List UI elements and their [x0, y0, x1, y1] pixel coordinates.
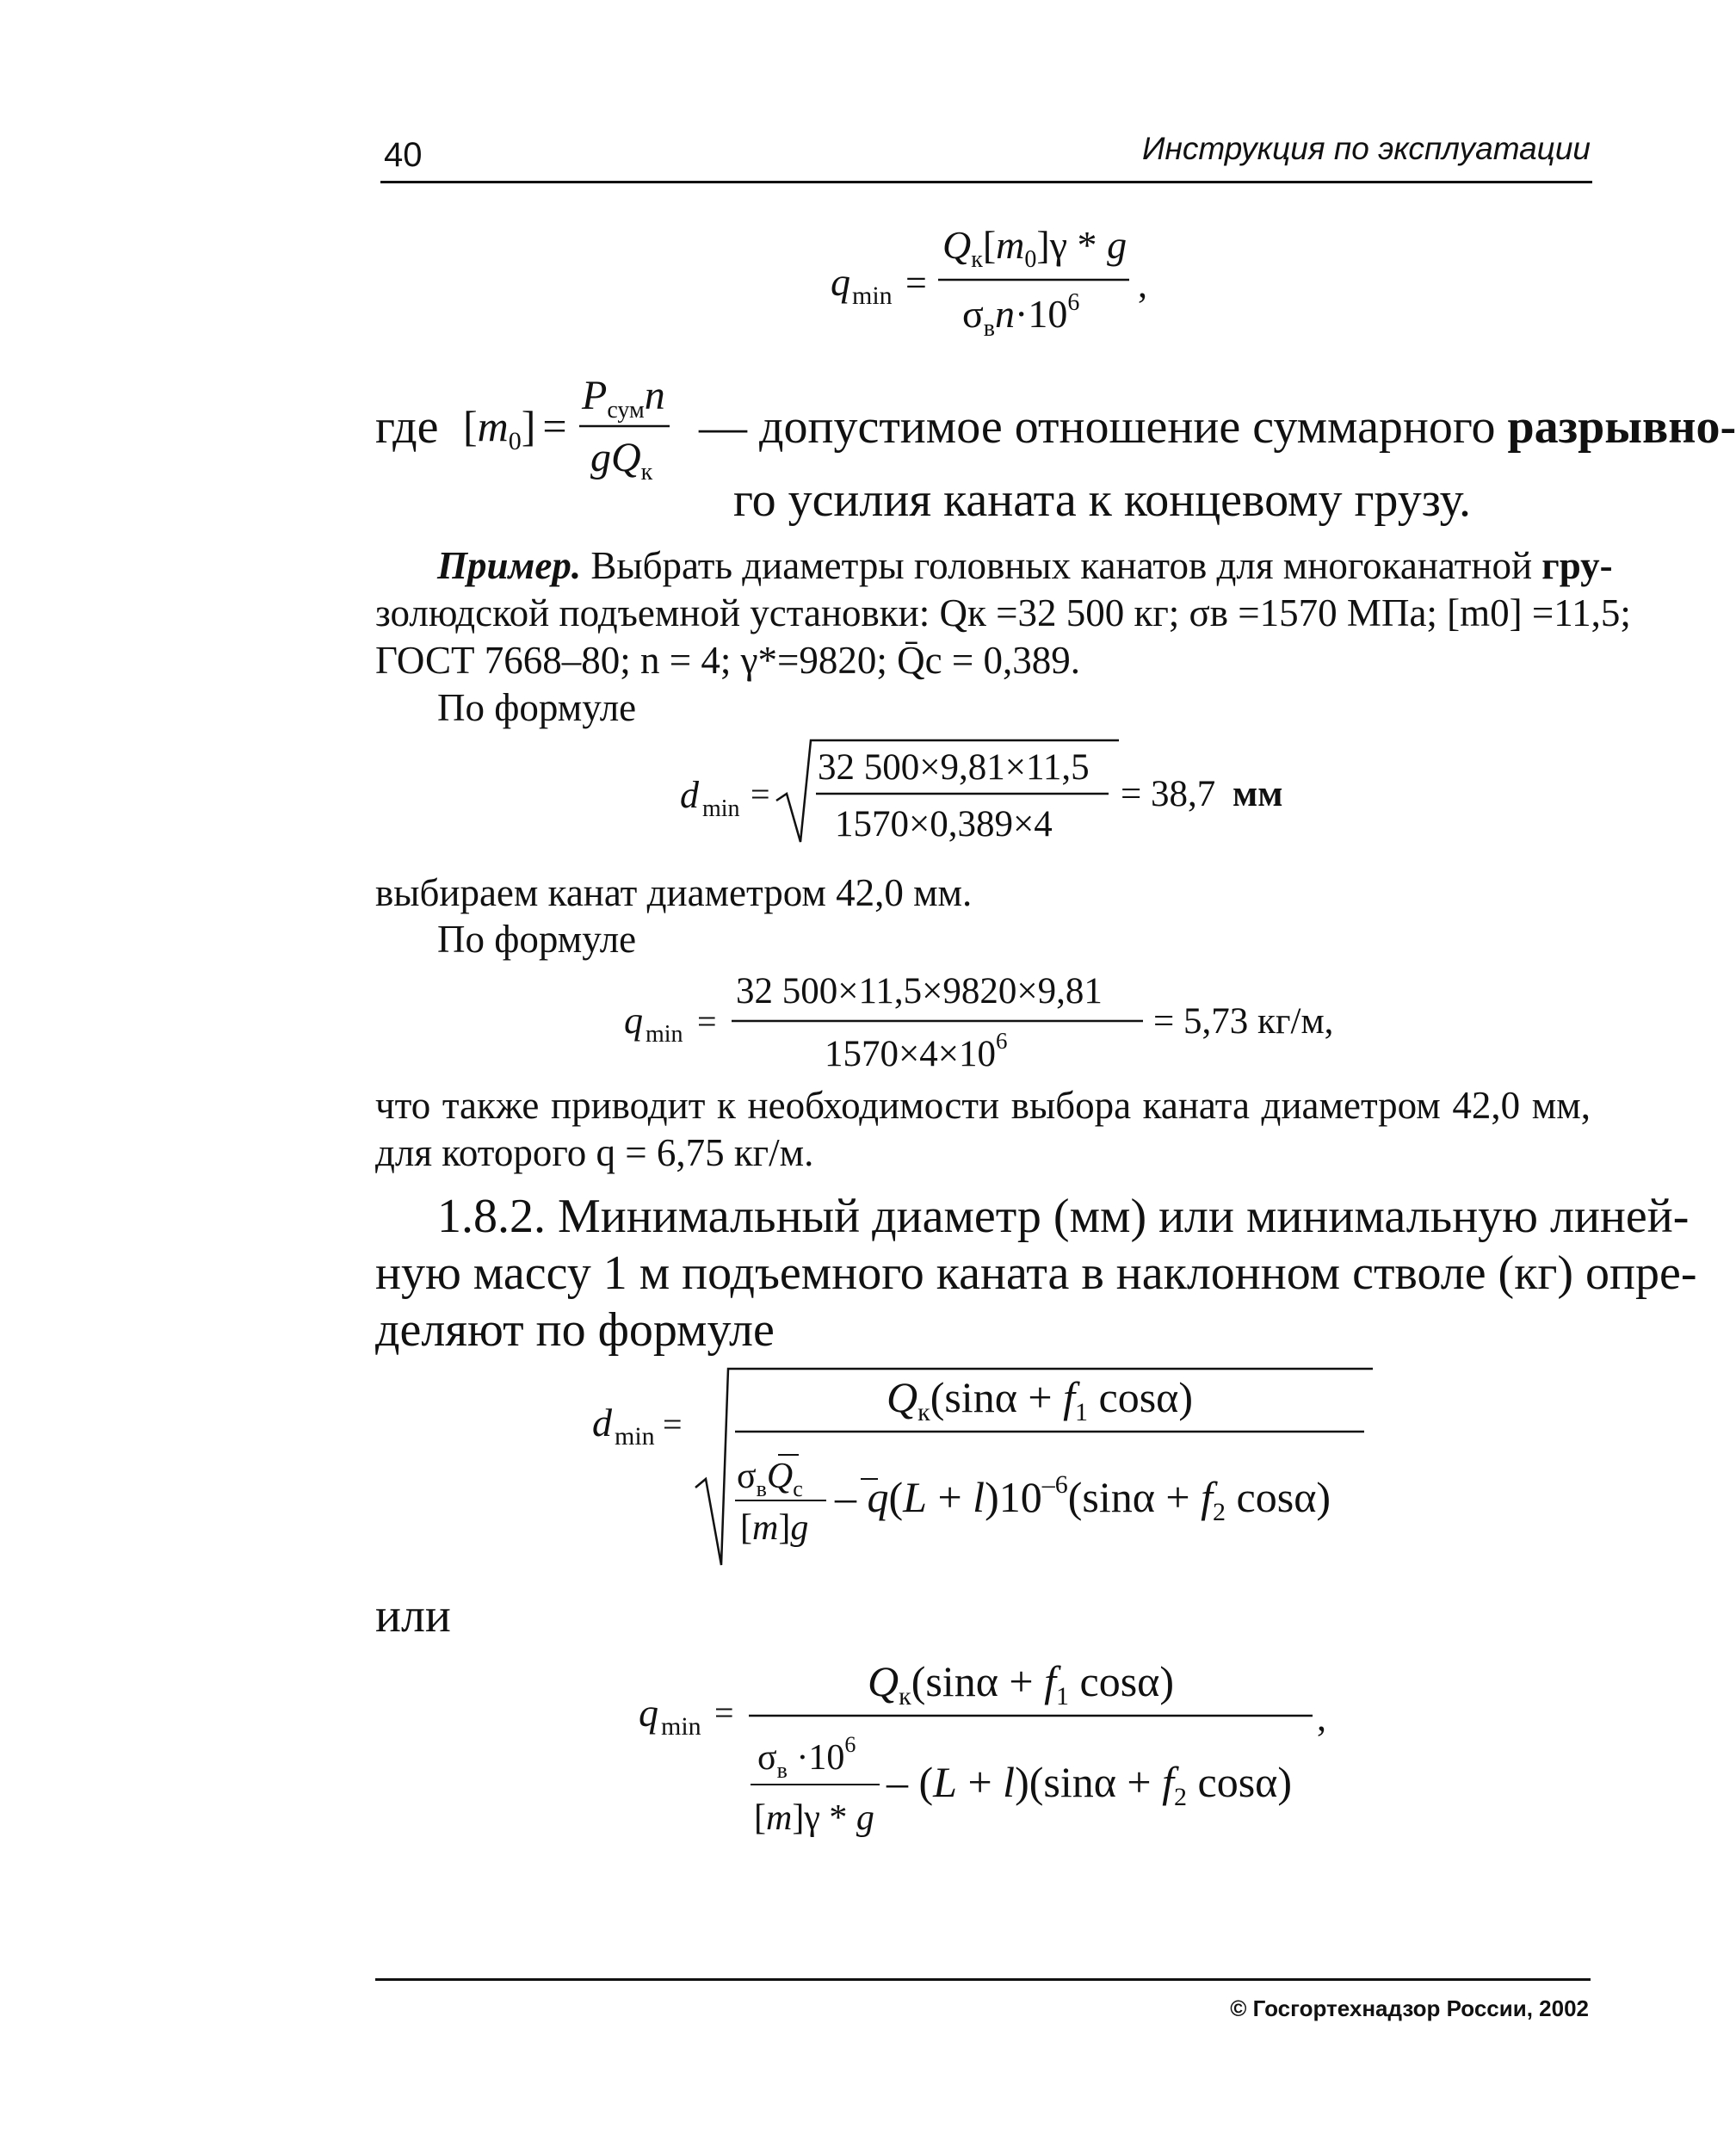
- header-rule: [380, 181, 1592, 183]
- svg-text:= 5,73 кг/м,: = 5,73 кг/м,: [1153, 1001, 1334, 1042]
- svg-text:q: q: [831, 260, 850, 304]
- svg-text:d: d: [592, 1401, 612, 1445]
- svg-text:=: =: [663, 1405, 683, 1444]
- section-line-2: ную массу 1 м подъемного каната в наклонном стволе (кг) опре-: [375, 1247, 1697, 1300]
- svg-text:Pсумn: $P_{сум}n$: [582, 373, 665, 424]
- definition-lead: где: [375, 400, 439, 454]
- svg-text:[m]γ * g: [m]γ * g: [754, 1798, 874, 1838]
- example-line-3: ГОСТ 7668–80; n = 4; γ*=9820; Q̄с = 0,389.: [375, 639, 1080, 682]
- conclusion-line-2: для которого q = 6,75 кг/м.: [375, 1131, 814, 1174]
- formula-d-min-inclined: [577, 1358, 1403, 1582]
- svg-text:min: min: [646, 1021, 683, 1048]
- svg-text:min: min: [702, 795, 740, 822]
- svg-text:[m0]=: $[m_0]$ =: [463, 402, 567, 455]
- svg-text:d: d: [680, 774, 699, 816]
- example-line-2: золюдской подъемной установки: Qк =32 500 кг; σв =1570 МПа; [m0] =11,5;: [375, 591, 1631, 634]
- section-line-3: деляют по формуле: [375, 1303, 775, 1357]
- svg-text:[m]g: [m]g: [740, 1508, 809, 1548]
- svg-text:σв ·106: $\sigma_в \cdot 10^6$: [757, 1732, 856, 1783]
- svg-text:=: =: [751, 775, 770, 814]
- formula-m0-ratio: [454, 362, 704, 491]
- svg-text:min: min: [661, 1712, 701, 1741]
- svg-text:1570×0,389×4: 1570×0,389×4: [835, 804, 1053, 844]
- by-formula-label-2: По формуле: [437, 918, 637, 961]
- svg-text:,: ,: [1138, 263, 1147, 306]
- running-header-title: Инструкция по эксплуатации: [1142, 131, 1591, 166]
- formula-d-min-example: [671, 730, 1325, 859]
- by-formula-label-1: По формуле: [437, 686, 637, 729]
- svg-text:мм: мм: [1232, 774, 1283, 814]
- footer-rule: [375, 1978, 1591, 1981]
- svg-text:min: min: [615, 1422, 655, 1451]
- formula-q-min-general: [809, 215, 1171, 353]
- example-result-1: выбираем канат диаметром 42,0 мм.: [375, 871, 973, 914]
- formula-q-min-inclined: [628, 1640, 1360, 1855]
- copyright-footer: © Госгортехнадзор России, 2002: [1230, 1995, 1589, 2021]
- svg-text:,: ,: [1317, 1697, 1326, 1739]
- svg-text:Qк[m0]γ * g: $Q_к[m_0]\gamma$ * g: [942, 223, 1127, 273]
- svg-text:σвQc: $\sigma_вQ_c$: [737, 1457, 803, 1501]
- svg-text:gQк: $gQ_к$: [590, 435, 653, 486]
- conclusion-line-1: что также приводит к необходимости выбора каната диаметром 42,0 мм,: [375, 1084, 1591, 1127]
- svg-text:– q(L + l)10–6(sinα + f2 cosα): – $q(L + l)10^{-6}(\sin\alpha + f_2$ cosα): [835, 1470, 1331, 1526]
- or-label: или: [375, 1589, 451, 1643]
- svg-text:=: =: [714, 1693, 734, 1732]
- svg-text:q: q: [639, 1691, 658, 1735]
- section-line-1: 1.8.2. Минимальный диаметр (мм) или минимальную линей-: [437, 1190, 1690, 1243]
- svg-text:= 38,7: = 38,7: [1121, 774, 1216, 814]
- svg-text:=: =: [697, 1002, 717, 1041]
- svg-text:Qк(sinα + f1 cosα): $Q_к(\sin\alpha + f_1$ cosα): [887, 1373, 1193, 1426]
- definition-text-1: — допустимое отношение суммарного разрывно-: [699, 400, 1736, 454]
- svg-text:Qк(sinα + f1 cosα): $Q_к(\sin\alpha + f_1$ cosα): [868, 1657, 1174, 1711]
- svg-text:32 500×9,81×11,5: 32 500×9,81×11,5: [818, 747, 1090, 788]
- svg-text:– (L + l)(sinα + f2 cosα): – $(L + l)(\sin\alpha + f_2$ cosα): [887, 1758, 1293, 1811]
- formula-q-min-example: [620, 964, 1377, 1085]
- svg-text:=: =: [905, 262, 927, 304]
- page-number: 40: [384, 136, 423, 174]
- svg-text:1570×4×106: $1570\times 4\times 10^6$: [825, 1028, 1008, 1074]
- svg-text:q: q: [624, 999, 643, 1042]
- svg-text:32 500×11,5×9820×9,81: 32 500×11,5×9820×9,81: [736, 971, 1103, 1012]
- definition-text-2: го усилия каната к концевому грузу.: [733, 473, 1472, 527]
- svg-text:min: min: [852, 281, 893, 310]
- example-line-1: Пример. Выбрать диаметры головных канатов для многоканатной гру-: [437, 544, 1613, 587]
- svg-text:σвn·106: $\sigma_вn\cdot 10^6$: [962, 289, 1080, 342]
